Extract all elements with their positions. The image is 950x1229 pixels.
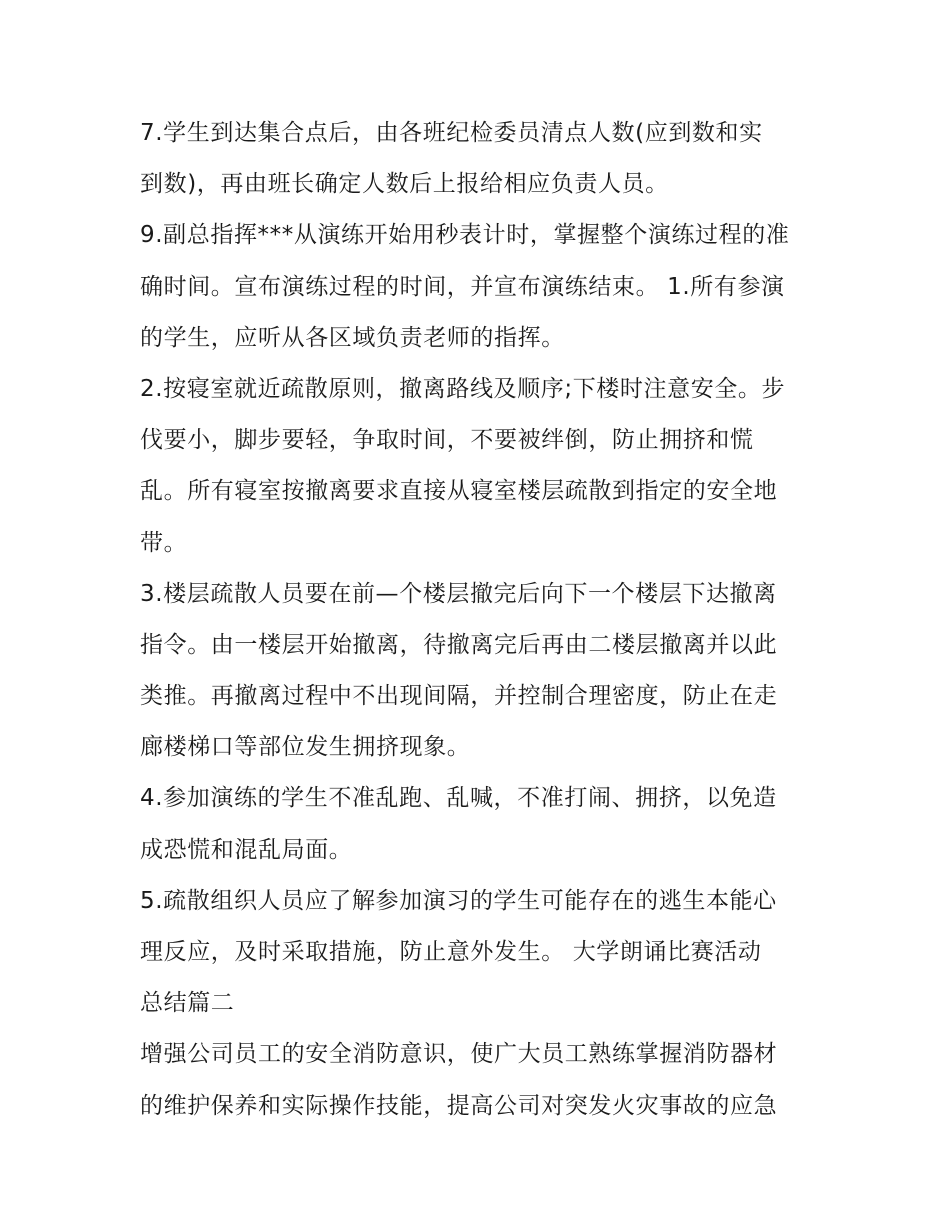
text-line: 7.学生到达集合点后，由各班纪检委员清点人数(应到数和实 bbox=[140, 120, 763, 146]
section-heading: 总结篇二 bbox=[140, 990, 235, 1017]
text-line: 乱。所有寝室按撤离要求直接从寝室楼层疏散到指定的安全地 bbox=[140, 478, 778, 505]
text-line: 确时间。宣布演练过程的时间，并宣布演练结束。 1.所有参演 bbox=[140, 273, 785, 300]
document-body bbox=[140, 108, 820, 1132]
text-line: 4.参加演练的学生不准乱跑、乱喊，不准打闹、拥挤，以免造 bbox=[140, 785, 777, 812]
text-line: 成恐慌和混乱局面。 bbox=[140, 836, 353, 863]
text-line: 理反应，及时采取措施，防止意外发生。 大学朗诵比赛活动 bbox=[140, 939, 762, 965]
text-line: 5.疏散组织人员应了解参加演习的学生可能存在的逃生本能心 bbox=[140, 887, 777, 914]
text-line: 的学生，应听从各区域负责老师的指挥。 bbox=[140, 324, 565, 351]
text-line: 指令。由一楼层开始撤离，待撤离完后再由二楼层撤离并以此 bbox=[140, 631, 778, 658]
text-line: 9.副总指挥***从演练开始用秒表计时，掌握整个演练过程的准 bbox=[140, 222, 790, 249]
text-line: 廊楼梯口等部位发生拥挤现象。 bbox=[140, 734, 471, 761]
text-line: 的维护保养和实际操作技能，提高公司对突发火灾事故的应急 bbox=[140, 1092, 778, 1119]
text-line: 增强公司员工的安全消防意识，使广大员工熟练掌握消防器材 bbox=[140, 1041, 778, 1068]
text-line: 3.楼层疏散人员要在前—个楼层撤完后向下一个楼层下达撤离 bbox=[140, 580, 777, 607]
text-line: 类推。再撤离过程中不出现间隔，并控制合理密度，防止在走 bbox=[140, 683, 778, 710]
text-line: 到数)，再由班长确定人数后上报给相应负责人员。 bbox=[140, 171, 669, 198]
text-line: 伐要小，脚步要轻，争取时间，不要被绊倒，防止拥挤和慌 bbox=[140, 427, 754, 454]
text-line: 带。 bbox=[140, 529, 188, 556]
text-line: 2.按寝室就近疏散原则，撤离路线及顺序;下楼时注意安全。步 bbox=[140, 375, 786, 402]
